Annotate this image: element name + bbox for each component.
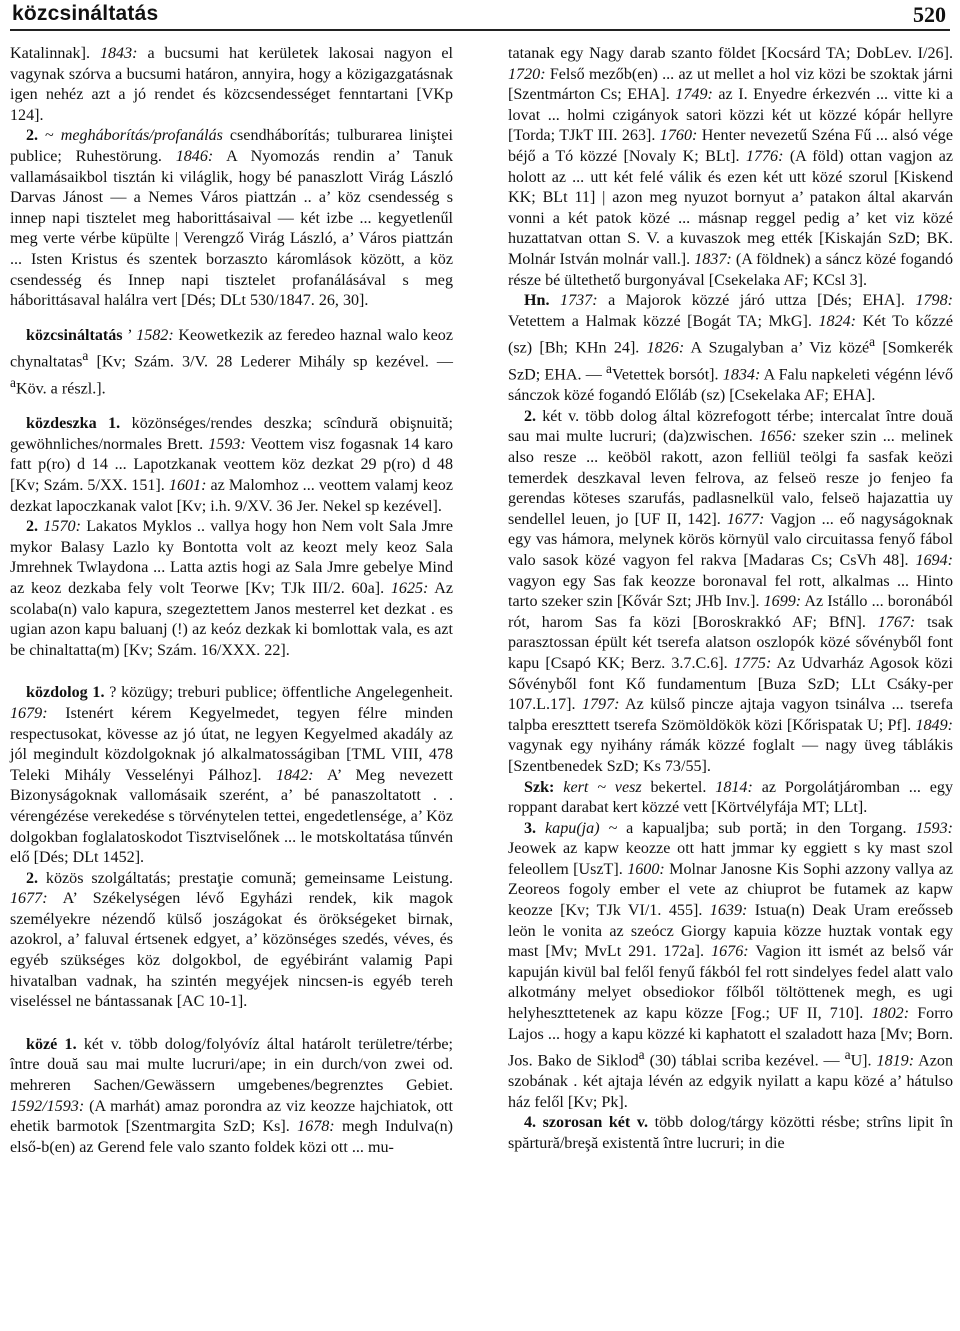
dictionary-paragraph: Szk: kert ~ vesz bekertel. 1814: az Porgolátjáromban ... egy roppant darabat kert közzé vett [Körtvélyfája MT; LLt]. bbox=[508, 778, 953, 817]
dictionary-paragraph: közé 1. két v. több dolog/folyóvíz által határolt területre/térbe; între două sau mai multe lucruri/ape; in ein durch/von zwei od. mehreren Sachen/Gewässern umgebenes/begrenztes Gebiet. 1592/1593: (A marhát) amaz porondra az viz keozze hajchiatok, ott ehetik barmotok [Szentmargita SzD; Ks]. 1678: megh Indulva(n) első-b(en) az Gerend fele valo szanto foldek közi ott ... mu- bbox=[10, 1035, 453, 1156]
dictionary-paragraph: Katalinnak]. 1843: a bucsumi hat kerületek lakosai nagyon el vagynak szórva a bucsumi határon, annyira, hogy a közigazgatásnak igen nehéz azt a jó rendet és közcsendességet fenntartani [VKp 124]. bbox=[10, 45, 453, 124]
dictionary-paragraph: 3. kapu(ja) ~ a kapualjba; sub portă; in den Torgang. 1593: Jeowek az kapw keozze ott hatt jmmar ky eggiett s ky mast szol feleollem [UszT]. 1600: Molnar Janosne Kis Sophi azzony vallya az Zeoreos fogoly ember el vete az chiuprot be futamek az kapw keozze [Kv; TJk VI/1. 455]. 1639: Istua(n) Deak Uram ereősseb leön le vonita az szeócz Giorgy kapuia közze huztak vontak egy mast [Mv; MvLt 291. 172a]. 1676: Vagion itt ismét az belső vár kapuján kivül bal felől fenyű fákból fel rott sindelyes fedel alatt valo alkotmány melyet obsediokor főlből töltöttenek megh, es ugi helyheszttetenek az kapu közze [Fog.; UF II, 710]. 1802: Forro Lajos ... hogy a kapu közzé ki kaphatott el szaladott haza [Mv; Born. Jos. Bako de Siklod$^a$ (30) táblai scriba kezével. — $^a$U]. 1819: Azon szobának . két ajtaja lévén az edgyik nyilatt a kapu közé a’ hátulso ház felől [Kv; Pk]. bbox=[508, 819, 954, 1111]
running-headword: közcsináltatás bbox=[12, 2, 159, 25]
dictionary-paragraph: 2. 1570: Lakatos Myklos .. vallya hogy hon Nem volt Sala Jmre mykor Balasy Lazlo ky Bontotta volt az keozt mely keoz Sala Jmrehnek Twlaydona ... Latta aztis hogi az Sala Jmre gebelye Mind az keoz dezkaba fely volt Teorwe [Kv; TJk III/2. 60a]. 1625: Az scolaba(n) valo kapura, szegeztettem Janos mesterrel ket dezkat . es ugian azon kapu baluanj (!) az keóz dezkak ki bomlottak vala, es azt be chinaltatta(m) [Kv; Szám. 16/XXX. 22]. bbox=[10, 518, 453, 659]
dictionary-paragraph: tatanak egy Nagy darab szanto földet [Kocsárd TA; DobLev. I/26]. 1720: Felső mezőb(en) ... az ut mellet a hol viz közi be szoktak járni [Szentmárton Cs; EHA]. 1749: az I. Enyedre érkezvén ... vitte ki a lovat ... holmi czigányok satori közzi két ut közzé kópár hellyre [Torda; TJkT III. 263]. 1760: Henter nevezetű Széna Fű ... alsó vége béjő a Tó közzé [Novaly K; BLt]. 1776: (A föld) ottan vagjon az holott az ... utt két felé válik és ezen két utt közé szorul [Kiskend KK; BLt 11] | azon meg nyuzot bornyut a’ patakon által akarván vonni a két patok közé ... másnap reggel pedig a’ ket viz közé huzattatvan ottan S. V. a kuvaszok meg ették [Kiskaján SzD; BK. Molnár István molnár vall.]. 1837: (A földnek) a sáncz közé fogandó része bé ültethető burgonyával [Csekelaka AF; KCsl 3]. bbox=[508, 45, 953, 289]
page-number: 520 bbox=[913, 2, 946, 27]
dictionary-paragraph: 2. közös szolgáltatás; prestaţie comună; gemeinsame Leistung. 1677: A’ Székelységen lévő Egyházi rendek, kik magok személyekre nézendő külső joszágokat és örökségeket birnak, azokrol, a’ faluval értsenek edgyet, a’ közönséges szedés, véves, és egyéb szükséges köz dolgokbol, de egyébiránt valamig Papi hivatalban vadnak, ha szintén megyéjek nincsen-is egyéb tereh viseléssel ne bántassanak [AC 10-1]. bbox=[10, 869, 453, 1011]
left-column bbox=[10, 44, 453, 1158]
right-column bbox=[508, 44, 953, 1155]
page-header bbox=[0, 0, 960, 30]
dictionary-paragraph: közcsináltatás ’ 1582: Keowetkezik az feredeo haznal walo keoz chynaltatas$^a$ [Kv; Szám. 3/V. 28 Lederer Mihály sp kezével. — $^a$Köv. a részl.]. bbox=[10, 326, 453, 398]
header-rule bbox=[10, 29, 950, 31]
dictionary-paragraph: 2. ~ megháborítás/profanálás csendháborítás; tulburarea liniştei publice; Ruhestörung. 1846: A Nyomozás rendin a’ Tanuk vallamásaikbol tisztán ki világlik, hogy bé panaszlott Virág László Darvas Jánost — a Nemes Város piattzán .. a’ köz csendesség s innep napi tisztelet meg haborittásaival — két izbe ... kegyetlenűl meg verte vérbe küpülte | Verengző Virág László, a’ Város piattzán ... Isten Kristus és szentek borzaszto káromlások között, a köz csendesség és Innep napi tisztelet profanálásával s meg háborittásaval halálra vert [Dés; DLt 530/1847. 26, 30]. bbox=[10, 127, 454, 310]
dictionary-paragraph: közdolog 1. ? közügy; treburi publice; öffentliche Angelegenheit. 1679: Istenért kérem Kegyelmedet, tegyen félre minden respectusokat, kövesse az jó útat, ne legyen Kegyelmed akadály az jól megindult közdolgoknak jó alkalmatosságiban [TML VIII, 478 Teleki Mihály Vesselényi Pálhoz]. 1842: A’ Meg nevezett Bizonyságoknak vallomásaik szerént, a’ bé panaszoltatott . . vérengézése verekedése s törvénytelen tettei, engedetlensége, a’ Köz dolgokban foglalatoskodot Tisztviselőnek ... le motskoltatása tűnvén elő [Dés; DLt 1452]. bbox=[10, 684, 454, 867]
dictionary-paragraph: 2. két v. több dolog által közrefogott térbe; intercalat între două sau mai multe lucruri; (da)zwischen. 1656: szeker szin ... melinek also resze ... keöböl rakott, azon felliül teölgi fa sasfak keözi temerdek deszkaval leven felrova, az felseö resze jo fenjeo fa gerendas köteses szarufás, padlasnelkül valo, felseö hajazattia uy sendellel leuen, jo [UF II, 142]. 1677: Vagjon ... eő nagyságoknak egy vas hámora, melynek körös környül valo circuitassa fenyő fábol valo sasok közé vagyon fel rakva [Madaras Cs; CsVh 48]. 1694: vagyon egy Sas fak keozze boronaval fel rott, alkalmas ... Hinto tarto szeker szin [Kővár Szt; JHb Inv.]. 1699: Az Istállo ... boronából rót, harom Sas fa közi [Boroskrakkó AF; BfN]. 1767: tsak parasztossan épült két tserefa alatson oszlopók közé sővényből font kapu [Csapó KK; Berz. 3.7.C.6]. 1775: Az Udvarház Agosok közi Sővényből font Kő fundamentum [Buza SzD; LLt Csáky-per 107.L.17]. 1797: Az külső pincze ajtaja vagyon tsinálva ... tserefa talpba ereszttett tserefa Szömöldökök közi [Kőrispatak U; Pf]. 1849: vagynak egy nyihány rámák közzé foglalt — nagy üveg táblákis [Szentbenedek SzD; Ks 73/55]. bbox=[508, 407, 954, 775]
dictionary-paragraph: közdeszka 1. közönséges/rendes deszka; scîndură obişnuită; gewöhnliches/normales Brett. 1593: Veottem visz fogasnak 14 karo fatt p(ro) d 14 ... Lapotzkanak veottem köz dezkat 29 p(ro) d 48 [Kv; Szám. 5/XX. 151]. 1601: az Malomhoz ... veottem valamj keoz dezkat lapoczkanak valot [Kv; i.h. 9/XV. 36 Jer. Nekel sp kezével]. bbox=[10, 415, 454, 515]
dictionary-paragraph: Hn. 1737: a Majorok közzé járó uttza [Dés; EHA]. 1798: Vetettem a Halmak közzé [Bogát TA; MkG]. 1824: Két To kőzzé (sz) [Bh; KHn 24]. 1826: A Szugalyban a’ Viz közé$^a$ [Somkerék SzD; EHA. — $^a$Vetettek borsót]. 1834: A Falu napkeleti végénn lévő sánczok közé fogandó Előláb (sz) [Csekelaka AF; EHA]. bbox=[508, 292, 954, 405]
dictionary-paragraph: 4. szorosan két v. több dolog/tárgy közötti résbe; strîns lipit în spărtură/breşă existentă între lucruri; in die bbox=[508, 1114, 953, 1152]
